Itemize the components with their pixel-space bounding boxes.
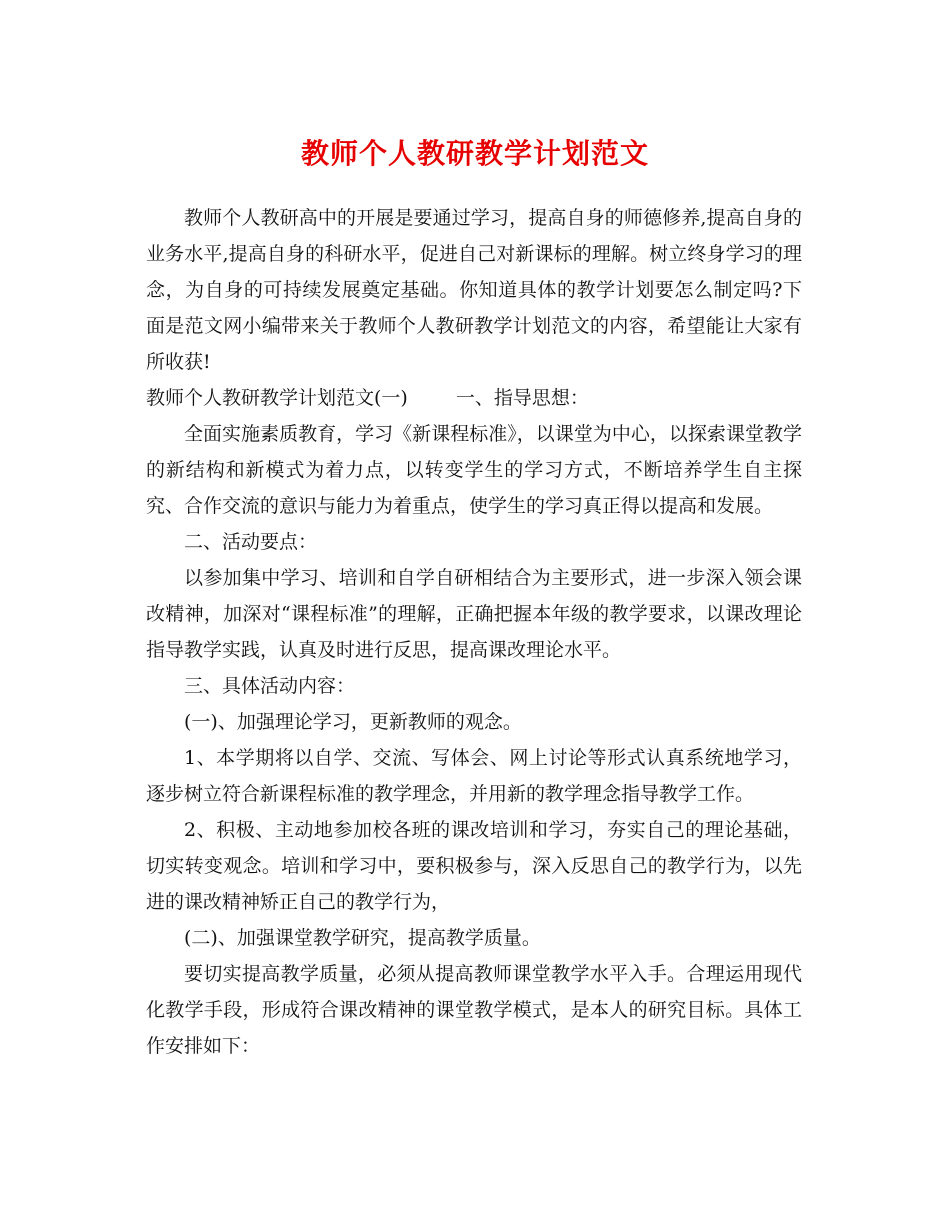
theory-study-heading: (一)、加强理论学习，更新教师的观念。 — [184, 711, 522, 733]
section-subheading: 一、指导思想： — [455, 387, 589, 409]
activity-points-heading: 二、活动要点： — [184, 531, 318, 553]
document-title: 教师个人教研教学计划范文 — [300, 137, 649, 170]
document-body — [146, 200, 802, 1064]
activity-points-paragraph: 以参加集中学习、培训和自学自研相结合为主要形式，进一步深入领会课改精神，加深对“课程标准”的理解，正确把握本年级的教学要求，以课改理论指导教学实践，认真及时进行反思，提高课改理论水平。 — [146, 567, 802, 661]
intro-paragraph: 教师个人教研高中的开展是要通过学习，提高自身的师德修养,提高自身的业务水平,提高自身的科研水平，促进自己对新课标的理解。树立终身学习的理念，为自身的可持续发展奠定基础。你知道具体的教学计划要怎么制定吗?下面是范文网小编带来关于教师个人教研教学计划范文的内容，希望能让大家有所收获! — [146, 207, 802, 373]
classroom-research-heading: (二)、加强课堂教学研究，提高教学质量。 — [184, 927, 541, 949]
guiding-ideology-paragraph: 全面实施素质教育，学习《新课程标准》，以课堂为中心，以探索课堂教学的新结构和新模式为着力点，以转变学生的学习方式，不断培养学生自主探究、合作交流的意识与能力为着重点，使学生的学习真正得以提高和发展。 — [146, 423, 802, 517]
section-heading: 教师个人教研教学计划范文(一) — [146, 387, 408, 409]
classroom-research-paragraph: 要切实提高教学质量，必须从提高教师课堂教学水平入手。合理运用现代化教学手段，形成符合课改精神的课堂教学模式，是本人的研究目标。具体工作安排如下： — [146, 963, 802, 1057]
section-heading-line — [146, 380, 802, 416]
theory-item-1: 1、本学期将以自学、交流、写体会、网上讨论等形式认真系统地学习，逐步树立符合新课程标准的教学理念，并用新的教学理念指导教学工作。 — [146, 747, 802, 805]
theory-item-2: 2、积极、主动地参加校各班的课改培训和学习，夯实自己的理论基础，切实转变观念。培训和学习中，要积极参与，深入反思自己的教学行为，以先进的课改精神矫正自己的教学行为， — [146, 819, 802, 913]
activity-content-heading: 三、具体活动内容： — [184, 675, 356, 697]
